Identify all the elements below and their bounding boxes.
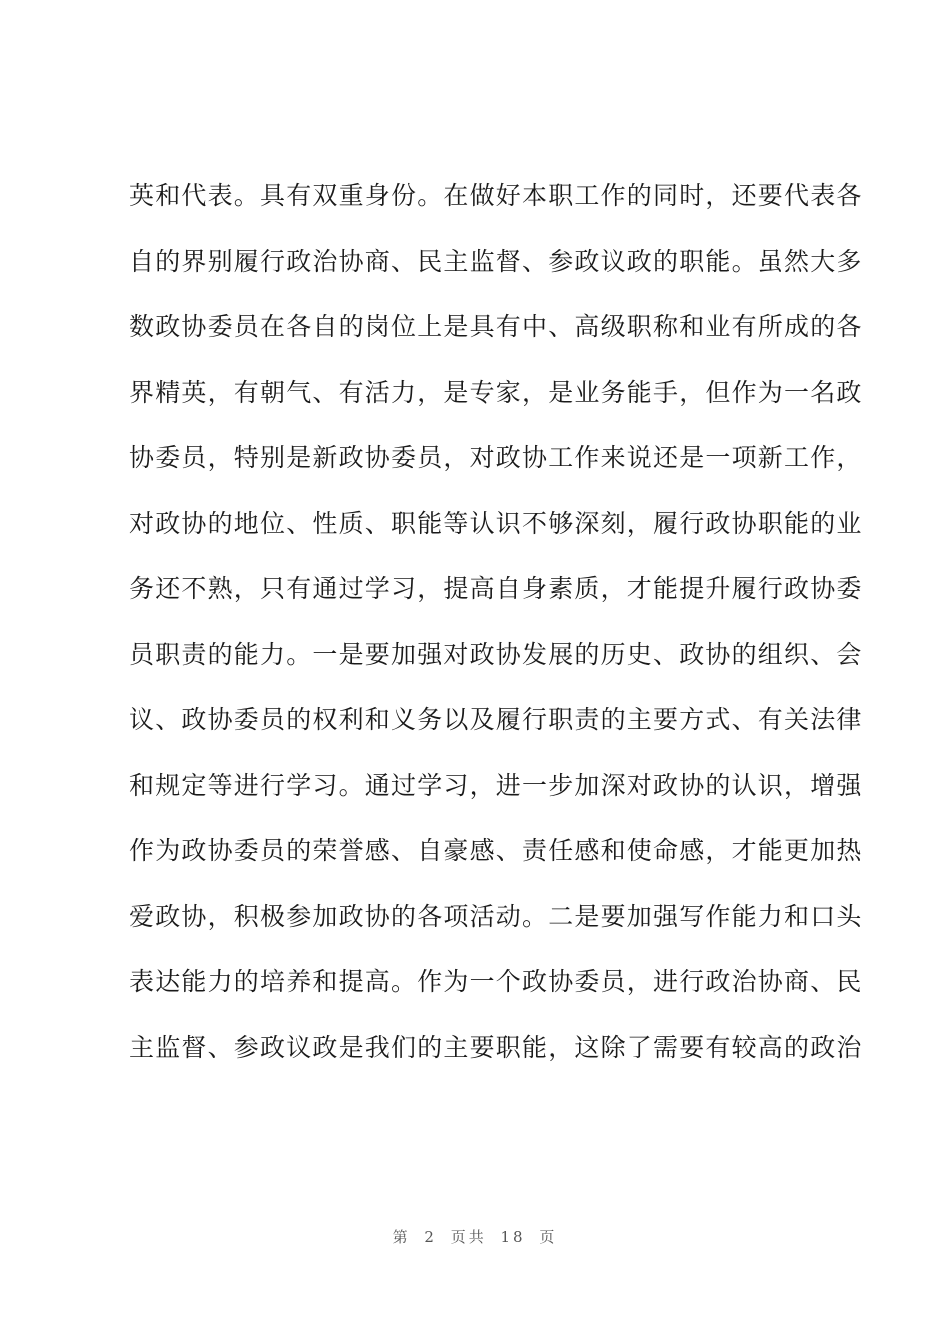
text-line: 数政协委员在各自的岗位上是具有中、高级职称和业有所成的各 — [129, 312, 863, 341]
body-text — [129, 168, 863, 1085]
text-line: 界精英，有朝气、有活力，是专家，是业务能手，但作为一名政 — [129, 377, 863, 407]
text-line: 对政协的地位、性质、职能等认识不够深刻，履行政协职能的业 — [129, 508, 863, 538]
text-line: 务还不熟，只有通过学习，提高自身素质，才能提升履行政协委 — [129, 574, 863, 603]
text-line: 作为政协委员的荣誉感、自豪感、责任感和使命感，才能更加热 — [129, 836, 863, 865]
text-line: 表达能力的培养和提高。作为一个政协委员，进行政治协商、民 — [129, 967, 863, 996]
text-line: 主监督、参政议政是我们的主要职能，这除了需要有较高的政治 — [129, 1032, 863, 1062]
text-line: 英和代表。具有双重身份。在做好本职工作的同时，还要代表各 — [129, 181, 863, 210]
text-line: 和规定等进行学习。通过学习，进一步加深对政协的认识，增强 — [129, 770, 863, 800]
text-line: 员职责的能力。一是要加强对政协发展的历史、政协的组织、会 — [129, 639, 863, 669]
text-line: 自的界别履行政治协商、民主监督、参政议政的职能。虽然大多 — [129, 246, 863, 276]
page-number-footer: 第 2 页共 18 页 — [392, 1228, 558, 1246]
text-line: 议、政协委员的权利和义务以及履行职责的主要方式、有关法律 — [129, 705, 863, 734]
text-line: 协委员，特别是新政协委员，对政协工作来说还是一项新工作， — [129, 443, 863, 472]
text-line: 爱政协，积极参加政协的各项活动。二是要加强写作能力和口头 — [129, 901, 863, 931]
